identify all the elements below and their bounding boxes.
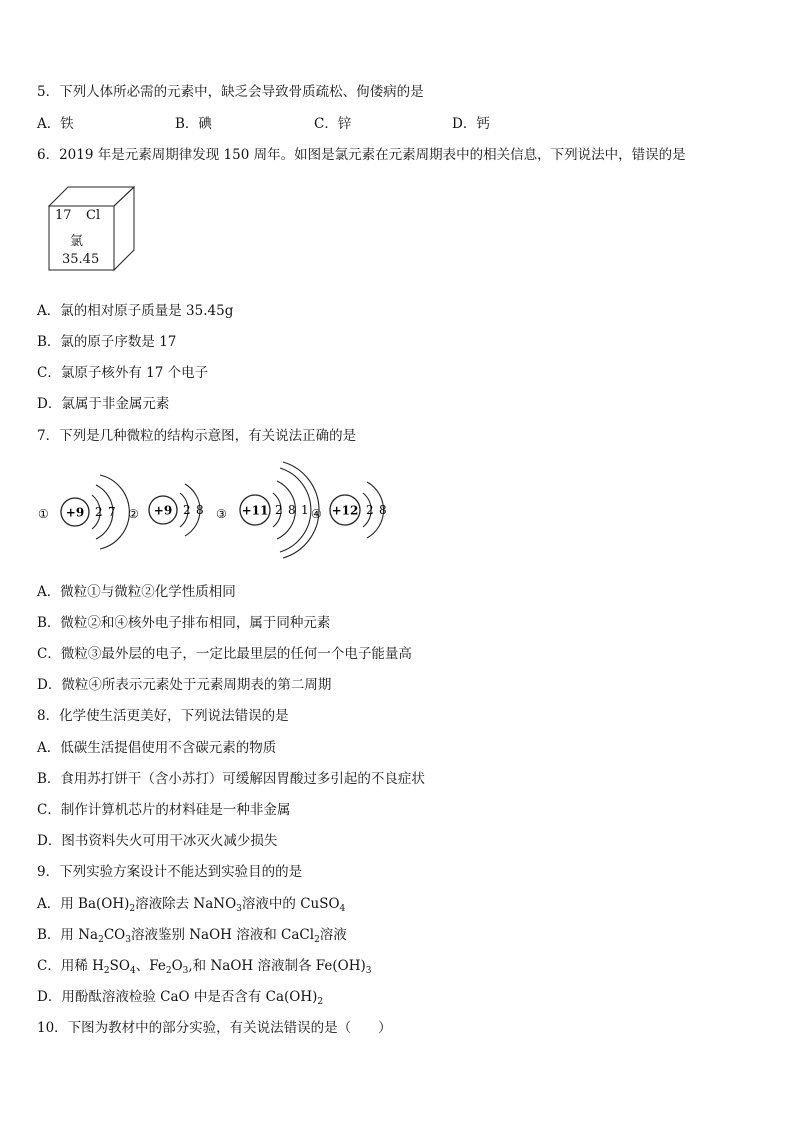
particle-3-label: ③ [216, 507, 227, 521]
atomic-mass: 35.45 [62, 252, 100, 267]
question-8-stem: 8．化学使生活更美好，下列说法错误的是 [37, 708, 289, 724]
particle-structure-diagrams [30, 460, 410, 560]
q9-option-c [37, 957, 371, 975]
q9d-sub-1: 2 [317, 997, 324, 1007]
element-symbol: Cl [86, 208, 101, 223]
q9-option-a [37, 895, 345, 913]
particle-4-shell-1: 2 [366, 503, 374, 517]
question-9-stem: 9．下列实验方案设计不能达到实验目的的是 [37, 864, 303, 880]
q9a-text-2: Ba(OH) [78, 896, 130, 912]
q8-option-b: B．食用苏打饼干（含小苏打）可缓解因胃酸过多引起的不良症状 [37, 771, 425, 787]
q9a-text-3: 溶液除去 NaNO [135, 896, 237, 912]
q9d-text-1: D．用酚酞溶液检验 CaO 中是否含有 Ca(OH) [37, 989, 318, 1005]
q9-option-d [37, 988, 323, 1006]
particle-2-diagram [128, 484, 204, 536]
particle-4-shell-2: 8 [379, 503, 387, 517]
q9-option-b [37, 926, 347, 944]
particle-2-nucleus: +9 [153, 503, 173, 518]
q9b-text-1: B．用 Na [37, 927, 99, 943]
q6-option-d: D．氯属于非金属元素 [37, 396, 170, 412]
q7-option-d: D．微粒④所表示元素处于元素周期表的第二周期 [37, 677, 332, 693]
particle-3-nucleus: +11 [241, 503, 269, 518]
q5-option-c: C．锌 [314, 116, 352, 132]
question-10-stem: 10．下图为教材中的部分实验，有关说法错误的是（ ） [37, 1020, 392, 1036]
q9c-sub-5: 3 [365, 966, 372, 976]
q9a-sub-3: 4 [339, 904, 346, 914]
q9b-text-3: 溶液鉴别 NaOH 溶液和 CaCl [130, 927, 315, 943]
q8-option-a: A．低碳生活提倡使用不含碳元素的物质 [37, 740, 277, 756]
particle-4-diagram [311, 482, 387, 538]
q7-option-a: A．微粒①与微粒②化学性质相同 [37, 584, 236, 600]
particle-1-label: ① [38, 507, 49, 521]
q9c-sub-1: 2 [103, 966, 110, 976]
q9c-text-1: C．用稀 H [37, 958, 104, 974]
particle-1-diagram [38, 475, 129, 549]
question-6-stem: 6．2019 年是元素周期律发现 150 周年。如图是氯元素在元素周期表中的相关信息，下列说法中，错误的是 [37, 147, 686, 163]
q7-option-c: C．微粒③最外层的电子，一定比最里层的任何一个电子能量高 [37, 646, 412, 662]
q9c-text-4: O [171, 958, 183, 974]
q9c-sub-2: 4 [129, 966, 136, 976]
particle-3-shell-1: 2 [275, 503, 283, 517]
particle-4-nucleus: +12 [331, 503, 359, 518]
q9b-text-2: CO [103, 927, 126, 943]
q6-option-c: C．氯原子核外有 17 个电子 [37, 365, 209, 381]
particle-4-label: ④ [311, 507, 322, 521]
q6-option-a: A．氯的相对原子质量是 35.45g [37, 303, 234, 319]
q9a-sub-2: 3 [236, 904, 242, 914]
particle-1-shell-2: 7 [108, 505, 116, 519]
q9c-sub-3: 2 [165, 966, 172, 976]
atomic-number: 17 [55, 208, 72, 223]
q9c-text-5: ,和 NaOH 溶液制各 Fe(OH) [188, 958, 366, 974]
particle-2-shell-1: 2 [183, 503, 191, 517]
particle-2-label: ② [128, 507, 139, 521]
question-5-stem: 5．下列人体所必需的元素中，缺乏会导致骨质疏松、佝偻病的是 [37, 84, 424, 100]
particle-3-diagram [216, 462, 319, 558]
q9c-sub-4: 3 [182, 966, 189, 976]
question-7-stem: 7．下列是几种微粒的结构示意图，有关说法正确的是 [37, 428, 357, 444]
q9b-sub-1: 2 [98, 935, 104, 945]
q9a-text-4: 溶液中的 CuSO [241, 896, 340, 912]
q5-option-b: B．碘 [175, 116, 212, 132]
q8-option-d: D．图书资料失火可用干冰灭火减少损失 [37, 833, 278, 849]
particle-2-shell-2: 8 [196, 503, 204, 517]
q9b-sub-3: 2 [314, 935, 320, 945]
particle-1-nucleus: +9 [65, 505, 85, 520]
q9b-sub-2: 3 [125, 935, 131, 945]
q8-option-c: C．制作计算机芯片的材料硅是一种非金属 [37, 802, 291, 818]
particle-1-shell-1: 2 [95, 505, 103, 519]
q5-option-d: D．钙 [452, 116, 490, 132]
q5-option-a: A．铁 [37, 116, 74, 132]
q9b-text-4: 溶液 [319, 927, 347, 943]
q9c-text-3: 、Fe [135, 958, 166, 974]
q9a-text-1: A．用 [37, 896, 79, 912]
particle-3-shell-2: 8 [288, 503, 296, 517]
q6-option-b: B．氯的原子序数是 17 [37, 334, 177, 350]
particle-3-shell-3: 1 [301, 503, 309, 517]
element-name: 氯 [70, 234, 84, 249]
q9c-text-2: SO [109, 958, 130, 974]
chlorine-element-cell [46, 186, 136, 272]
q7-option-b: B．微粒②和④核外电子排布相同，属于同种元素 [37, 615, 331, 631]
q9a-sub-1: 2 [129, 904, 136, 914]
